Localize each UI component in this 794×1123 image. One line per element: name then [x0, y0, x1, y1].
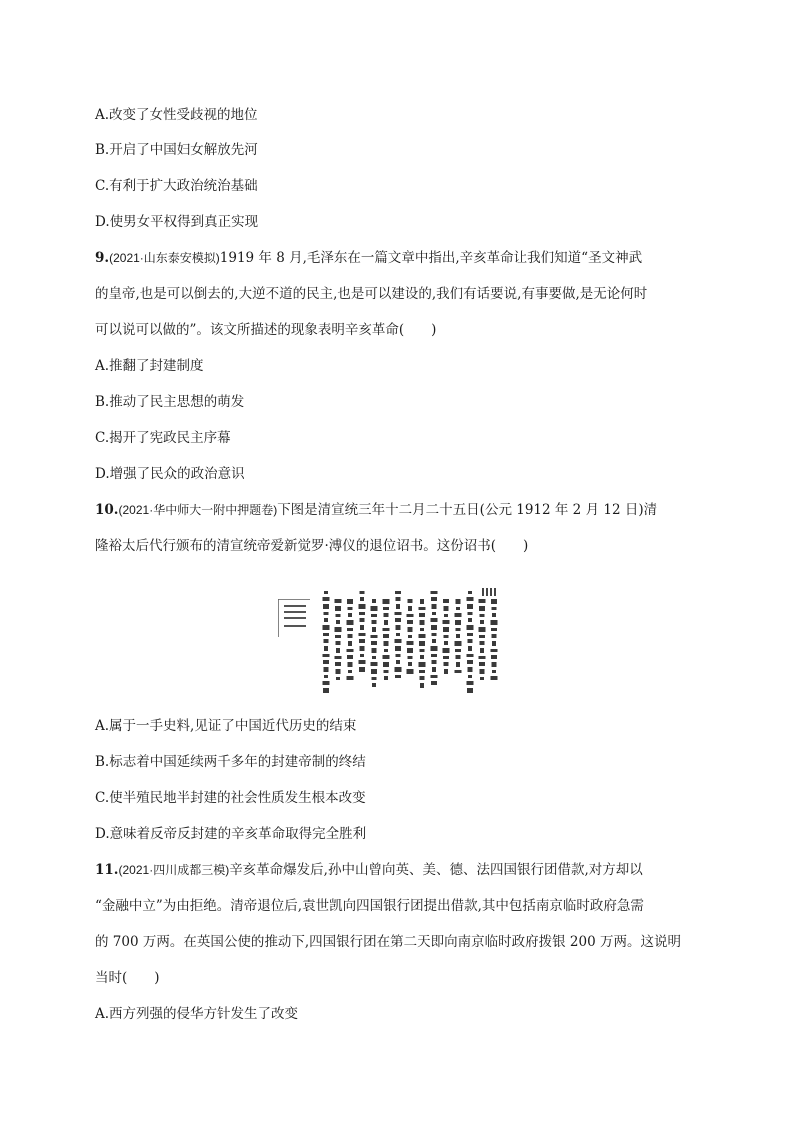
edict-character: [323, 604, 329, 609]
q11-source: (2021·四川成都三模): [118, 863, 230, 877]
edict-character: [480, 677, 484, 680]
edict-character: [347, 599, 353, 604]
edict-character: [395, 639, 402, 643]
q10-number: 10.: [95, 502, 119, 518]
edict-character: [420, 676, 425, 680]
edict-character: [324, 675, 328, 678]
edict-character: [431, 675, 438, 678]
edict-character: [395, 675, 401, 678]
edict-character: [455, 613, 462, 617]
edict-character: [396, 660, 400, 664]
edict-character: [455, 670, 462, 673]
edict-character: [395, 667, 402, 672]
edict-character: [323, 660, 329, 664]
q9-option-a: A.推翻了封建制度: [95, 358, 204, 374]
edict-character: [455, 620, 461, 625]
edict-character: [336, 648, 340, 653]
edict-character: [431, 597, 437, 601]
edict-character: [359, 667, 365, 672]
q8-option-d: D.使男女平权得到真正实现: [95, 214, 259, 230]
edict-character: [491, 628, 497, 631]
edict-character: [335, 662, 341, 666]
edict-character: [456, 599, 461, 604]
edict-character: [384, 676, 388, 680]
edict-character: [443, 627, 449, 632]
edict-character: [347, 655, 353, 659]
edict-character: [431, 681, 437, 685]
edict-character: [467, 625, 474, 630]
edict-character: [479, 606, 485, 611]
edict-character: [323, 654, 330, 657]
edict-character: [408, 662, 412, 666]
edict-character: [467, 654, 474, 657]
edict-character: [371, 669, 377, 674]
edict-character: [336, 677, 340, 680]
edict-character: [371, 606, 378, 611]
edict-character: [335, 635, 341, 638]
edict-character: [480, 648, 484, 653]
edict-character: [432, 612, 436, 615]
edict-character: [492, 670, 496, 673]
edict-character: [372, 656, 376, 659]
edict-character: [491, 620, 498, 625]
q10-stem-line-1: [95, 500, 657, 520]
edict-character: [324, 667, 329, 672]
edict-character: [420, 649, 425, 652]
edict-character: [383, 662, 389, 667]
edict-character: [419, 613, 425, 617]
edict-character: [456, 655, 461, 659]
edict-character: [384, 670, 389, 673]
edict-character: [335, 627, 342, 632]
q9-stem-line-1: [95, 248, 642, 268]
edict-character: [432, 633, 437, 636]
q11-stem-line-4: 当时( ): [95, 970, 160, 986]
q9-option-c: C.揭开了宪政民主序幕: [95, 430, 231, 446]
q9-option-b: B.推动了民主思想的萌发: [95, 394, 245, 410]
edict-character: [347, 628, 353, 631]
edict-character: [432, 604, 437, 609]
edict-character: [431, 618, 438, 622]
edict-character: [347, 649, 354, 652]
edict-character: [443, 620, 450, 624]
edict-character: [359, 660, 366, 664]
edict-character: [323, 688, 329, 693]
edict-character: [360, 654, 364, 657]
edict-date-block: [278, 599, 310, 637]
q10-option-c: C.使半殖民地半封建的社会性质发生根本改变: [95, 790, 366, 806]
q10-option-b: B.标志着中国延续两千多年的封建帝制的终结: [95, 754, 366, 770]
edict-character: [456, 628, 461, 631]
edict-character: [455, 649, 461, 652]
edict-character: [420, 655, 424, 659]
edict-character: [383, 655, 390, 659]
edict-character: [456, 662, 460, 667]
edict-character: [336, 620, 340, 624]
q10-stem-text-1: 下图是清宣统三年十二月二十五日(公元 1912 年 2 月 12 日)清: [277, 502, 658, 518]
edict-character: [443, 656, 449, 659]
edict-character: [468, 667, 473, 672]
edict-character: [491, 599, 497, 604]
edict-character: [324, 618, 328, 622]
edict-character: [336, 669, 341, 674]
q10-option-a: A.属于一手史料,见证了中国近代历史的结束: [95, 718, 357, 734]
edict-character: [443, 648, 450, 653]
edict-character: [372, 620, 377, 624]
edict-character: [480, 614, 485, 617]
q9-option-d: D.增强了民众的政治意识: [95, 466, 245, 482]
edict-character: [396, 625, 401, 630]
edict-character: [419, 662, 426, 667]
edict-character: [491, 676, 498, 680]
edict-character: [359, 639, 365, 643]
edict-character: [468, 639, 473, 643]
edict-character: [467, 604, 473, 609]
edict-character: [492, 607, 497, 610]
edict-character: [395, 591, 401, 594]
edict-character: [431, 646, 438, 651]
edict-character: [420, 683, 424, 688]
edict-character: [408, 656, 413, 659]
edict-character: [360, 597, 364, 601]
edict-character: [348, 634, 353, 638]
edict-character: [371, 662, 378, 666]
edict-character: [384, 620, 388, 625]
edict-character: [371, 635, 378, 638]
q10-option-d: D.意味着反帝反封建的辛亥革命取得完全胜利: [95, 826, 367, 842]
q8-option-a: A.改变了女性受歧视的地位: [95, 107, 258, 123]
edict-character: [480, 669, 485, 674]
q11-stem-line-2: “金融中立”为由拒绝。清帝退位后,袁世凯向四国银行团提出借款,其中包括南京临时政府急需: [95, 898, 644, 914]
edict-character: [383, 599, 390, 604]
edict-character: [324, 646, 328, 651]
edict-character: [443, 599, 449, 603]
edict-character: [479, 662, 485, 666]
edict-character: [347, 620, 354, 625]
edict-character: [348, 662, 353, 667]
edict-character: [432, 667, 436, 672]
q9-number: 9.: [95, 250, 110, 266]
edict-character: [324, 591, 328, 594]
edict-character: [492, 662, 497, 667]
edict-character: [419, 670, 425, 673]
edict-character: [384, 613, 389, 617]
edict-character: [336, 614, 341, 617]
edict-character: [408, 627, 413, 632]
edict-character: [444, 606, 449, 611]
edict-character: [408, 635, 412, 638]
edict-character: [371, 641, 377, 645]
edict-character: [371, 614, 377, 617]
edict-character: [432, 639, 436, 643]
edict-character: [324, 639, 329, 643]
edict-character: [395, 618, 401, 622]
q11-stem-line-3: 的 700 万两。在英国公使的推动下,四国银行团在第二天即向南京临时政府拨银 200 万两。这说明: [95, 934, 681, 950]
q10-source: (2021·华中师大一附中押题卷): [118, 503, 278, 517]
q9-stem-line-3: 可以说可以做的”。该文所描述的现象表明辛亥革命( ): [95, 322, 437, 338]
edict-character: [408, 599, 413, 603]
edict-text-columns: [323, 591, 498, 693]
edict-character: [467, 633, 473, 636]
abdication-edict-image: [276, 585, 508, 697]
edict-character: [444, 669, 448, 674]
edict-character: [348, 641, 352, 646]
edict-character: [383, 628, 390, 631]
edict-character: [468, 618, 472, 622]
edict-character: [467, 688, 473, 693]
edict-character: [491, 655, 497, 659]
edict-character: [359, 604, 366, 609]
q11-option-a: A.西方列强的侵华方针发生了改变: [95, 1006, 299, 1022]
edict-character: [431, 625, 437, 630]
edict-character: [467, 660, 473, 664]
q9-stem-text-1: 1919 年 8 月,毛泽东在一篇文章中指出,辛亥革命让我们知道“圣文神武: [219, 250, 643, 266]
edict-title: [482, 588, 496, 596]
q9-stem-line-2: 的皇帝,也是可以倒去的,大逆不道的民主,也是可以建设的,我们有话要说,有事要做,是无论何时: [95, 286, 648, 302]
edict-character: [491, 649, 498, 652]
edict-character: [348, 670, 352, 673]
edict-character: [467, 681, 474, 685]
edict-character: [492, 641, 496, 646]
q8-option-c: C.有利于扩大政治统治基础: [95, 178, 258, 194]
edict-character: [468, 646, 472, 651]
q11-number: 11.: [95, 862, 119, 878]
edict-character: [456, 634, 460, 638]
edict-character: [396, 654, 401, 657]
edict-character: [360, 591, 365, 594]
edict-character: [384, 641, 389, 646]
edict-character: [456, 607, 460, 610]
edict-character: [407, 648, 413, 653]
edict-character: [360, 625, 364, 630]
edict-character: [335, 606, 341, 611]
edict-character: [408, 606, 412, 611]
edict-character: [383, 607, 389, 610]
edict-character: [479, 599, 486, 603]
edict-character: [431, 591, 438, 594]
edict-character: [431, 654, 437, 657]
edict-character: [360, 618, 365, 622]
edict-character: [336, 641, 341, 645]
edict-character: [479, 627, 486, 632]
edict-character: [492, 613, 496, 617]
edict-character: [468, 675, 472, 678]
edict-character: [420, 620, 425, 625]
edict-character: [372, 599, 376, 603]
edict-character: [348, 607, 353, 610]
edict-character: [335, 599, 342, 603]
edict-character: [419, 641, 425, 646]
edict-character: [372, 677, 377, 680]
edict-character: [372, 683, 376, 687]
q8-option-b: B.开启了中国妇女解放先河: [95, 142, 258, 158]
edict-character: [444, 641, 448, 645]
edict-character: [444, 662, 449, 666]
edict-character: [347, 676, 354, 680]
edict-character: [419, 607, 426, 610]
edict-character: [419, 634, 426, 638]
edict-character: [383, 634, 389, 638]
edict-character: [324, 612, 329, 615]
edict-character: [480, 620, 484, 624]
edict-character: [407, 614, 414, 617]
q11-stem-line-1: [95, 860, 643, 880]
edict-character: [468, 612, 473, 615]
edict-character: [395, 646, 401, 651]
edict-character: [396, 597, 401, 601]
edict-character: [420, 599, 424, 604]
q11-stem-text-1: 辛亥革命爆发后,孙中山曾向英、美、德、法四国银行团借款,对方却以: [229, 862, 643, 878]
edict-character: [492, 634, 497, 638]
edict-character: [323, 681, 330, 685]
edict-character: [359, 633, 366, 636]
edict-character: [467, 597, 474, 601]
edict-character: [323, 625, 330, 630]
edict-character: [420, 628, 424, 631]
edict-character: [396, 604, 400, 609]
edict-character: [444, 614, 448, 617]
edict-character: [335, 656, 342, 659]
edict-character: [372, 627, 376, 632]
edict-character: [348, 613, 352, 617]
edict-character: [480, 641, 485, 645]
edict-character: [384, 649, 388, 652]
q9-source: (2021·山东泰安模拟): [109, 251, 220, 265]
q10-stem-line-2: 隆裕太后代行颁布的清宣统帝爱新觉罗·溥仪的退位诏书。这份诏书( ): [95, 538, 529, 554]
edict-character: [455, 641, 462, 646]
edict-character: [323, 633, 329, 636]
edict-character: [407, 669, 414, 674]
edict-character: [395, 612, 402, 615]
edict-character: [479, 656, 486, 659]
edict-character: [396, 633, 400, 636]
edict-character: [372, 648, 377, 653]
edict-character: [444, 635, 449, 638]
edict-character: [359, 612, 365, 615]
edict-character: [323, 597, 330, 601]
edict-character: [407, 620, 413, 624]
edict-character: [407, 641, 414, 645]
edict-character: [468, 591, 472, 594]
edict-character: [479, 635, 485, 638]
edict-character: [360, 646, 365, 651]
edict-character: [432, 660, 437, 664]
